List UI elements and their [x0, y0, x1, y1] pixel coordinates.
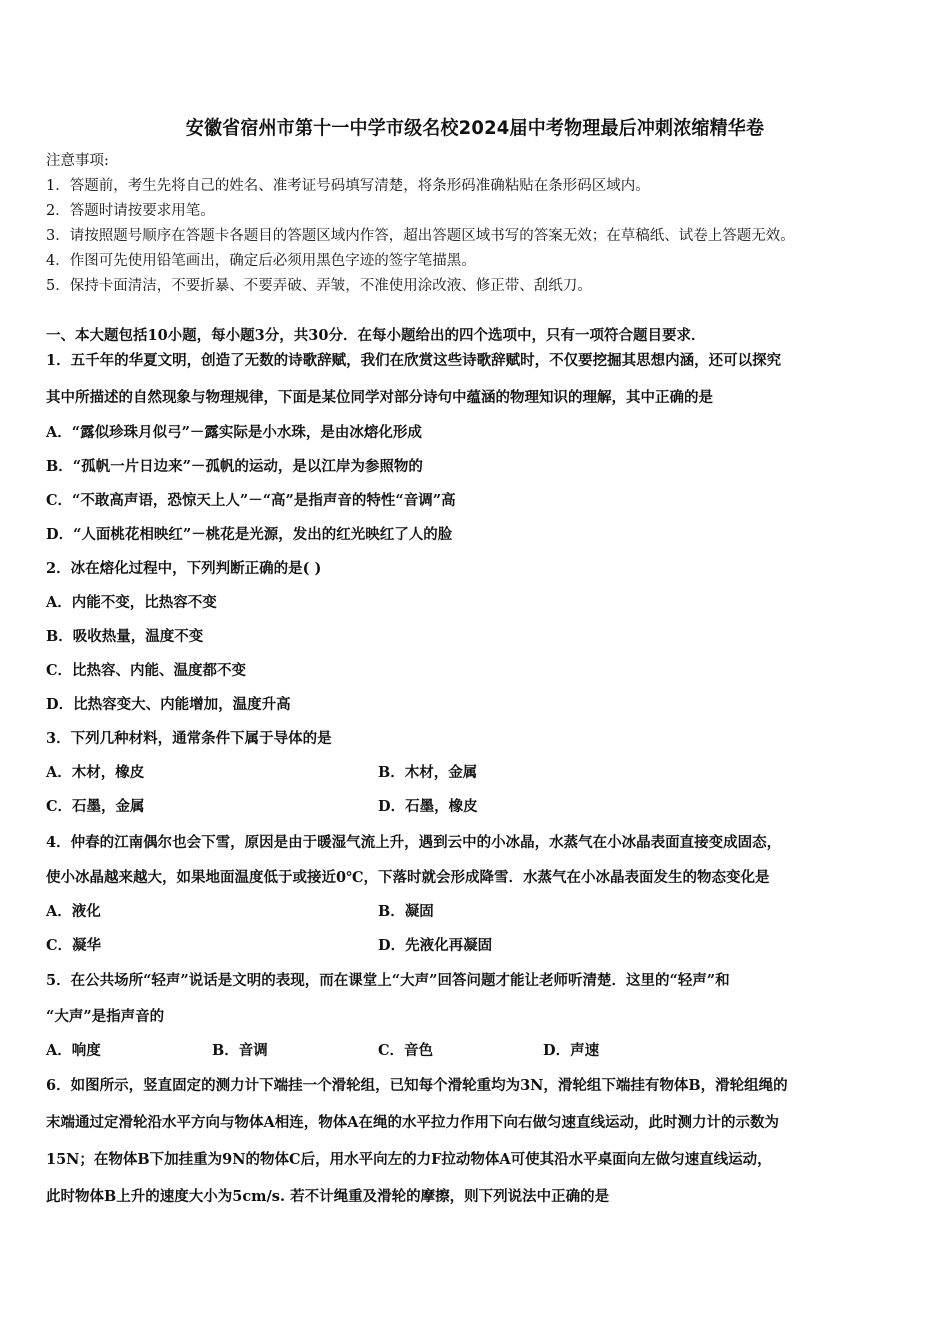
exam-title: 安徽省宿州市第十一中学市级名校2024届中考物理最后冲刺浓缩精华卷: [185, 117, 765, 139]
q3-option-c: C．石墨，金属: [46, 798, 145, 815]
q4-option-d: D．先液化再凝固: [378, 937, 493, 954]
q4-option-b: B．凝固: [378, 903, 434, 920]
notice-item-3: 3．请按照题号顺序在答题卡各题目的答题区域内作答，超出答题区域书写的答案无效；在草稿纸、试卷上答题无效。: [46, 228, 795, 244]
q4-stem-line2: 使小冰晶越来越大，如果地面温度低于或接近0℃，下落时就会形成降雪．水蒸气在小冰晶表面发生的物态变化是: [46, 869, 770, 886]
q1-option-a: A．“露似珍珠月似弓”－露实际是小水珠，是由冰熔化形成: [46, 424, 422, 441]
q2-stem: 2．冰在熔化过程中，下列判断正确的是( ): [46, 560, 322, 577]
q5-option-c: C．音色: [378, 1042, 434, 1059]
q1-stem-line2: 其中所描述的自然现象与物理规律，下面是某位同学对部分诗句中蕴涵的物理知识的理解，其中正确的是: [46, 389, 713, 406]
q4-option-c: C．凝华: [46, 937, 102, 954]
q2-option-a: A．内能不变，比热容不变: [46, 594, 217, 611]
q5-option-d: D．声速: [543, 1042, 600, 1059]
q4-option-a: A．液化: [46, 903, 101, 920]
q5-option-b: B．音调: [212, 1042, 268, 1059]
q6-stem-line3: 15N；在物体B下加挂重为9N的物体C后，用水平向左的力F拉动物体A可使其沿水平桌面向左做匀速直线运动，: [46, 1151, 772, 1168]
notice-item-1: 1．答题前，考生先将自己的姓名、准考证号码填写清楚，将条形码准确粘贴在条形码区域内。: [46, 178, 650, 194]
notice-heading: 注意事项:: [46, 153, 109, 169]
section-heading: 一、本大题包括10小题，每小题3分，共30分．在每小题给出的四个选项中，只有一项符合题目要求．: [46, 327, 706, 344]
q5-option-a: A．响度: [46, 1042, 101, 1059]
notice-item-4: 4．作图可先使用铅笔画出，确定后必须用黑色字迹的签字笔描黑。: [46, 253, 476, 269]
q2-option-d: D．比热容变大、内能增加，温度升高: [46, 696, 291, 713]
q5-stem-line1: 5．在公共场所“轻声”说话是文明的表现，而在课堂上“大声”回答问题才能让老师听清楚．这里的“轻声”和: [46, 972, 730, 989]
q3-option-b: B．木材，金属: [378, 764, 478, 781]
q1-option-d: D．“人面桃花相映红”－桃花是光源，发出的红光映红了人的脸: [46, 526, 453, 543]
q1-stem-line1: 1．五千年的华夏文明，创造了无数的诗歌辞赋，我们在欣赏这些诗歌辞赋时，不仅要挖掘其思想内涵，还可以探究: [46, 352, 782, 369]
q6-stem-line2: 末端通过定滑轮沿水平方向与物体A相连，物体A在绳的水平拉力作用下向右做匀速直线运动，此时测力计的示数为: [46, 1114, 779, 1131]
q3-option-a: A．木材，橡皮: [46, 764, 145, 781]
q1-option-b: B．“孤帆一片日边来”－孤帆的运动，是以江岸为参照物的: [46, 458, 423, 475]
notice-item-5: 5．保持卡面清洁，不要折暴、不要弄破、弄皱，不准使用涂改液、修正带、刮纸刀。: [46, 278, 592, 294]
q6-stem-line1: 6．如图所示，竖直固定的测力计下端挂一个滑轮组，已知每个滑轮重均为3N，滑轮组下端挂有物体B，滑轮组绳的: [46, 1077, 788, 1094]
q2-option-b: B．吸收热量，温度不变: [46, 628, 204, 645]
q1-option-c: C．“不敢高声语，恐惊天上人”－“高”是指声音的特性“音调”高: [46, 492, 456, 509]
q3-option-d: D．石墨，橡皮: [378, 798, 478, 815]
q5-stem-line2: “大声”是指声音的: [46, 1008, 165, 1025]
q4-stem-line1: 4．仲春的江南偶尔也会下雪，原因是由于暖湿气流上升，遇到云中的小冰晶，水蒸气在小冰晶表面直接变成固态，: [46, 834, 782, 851]
q3-stem: 3．下列几种材料，通常条件下属于导体的是: [46, 730, 332, 747]
q2-option-c: C．比热容、内能、温度都不变: [46, 662, 247, 679]
q6-stem-line4: 此时物体B上升的速度大小为5cm/s. 若不计绳重及滑轮的摩擦，则下列说法中正确的是: [46, 1188, 610, 1205]
notice-item-2: 2．答题时请按要求用笔。: [46, 203, 215, 219]
